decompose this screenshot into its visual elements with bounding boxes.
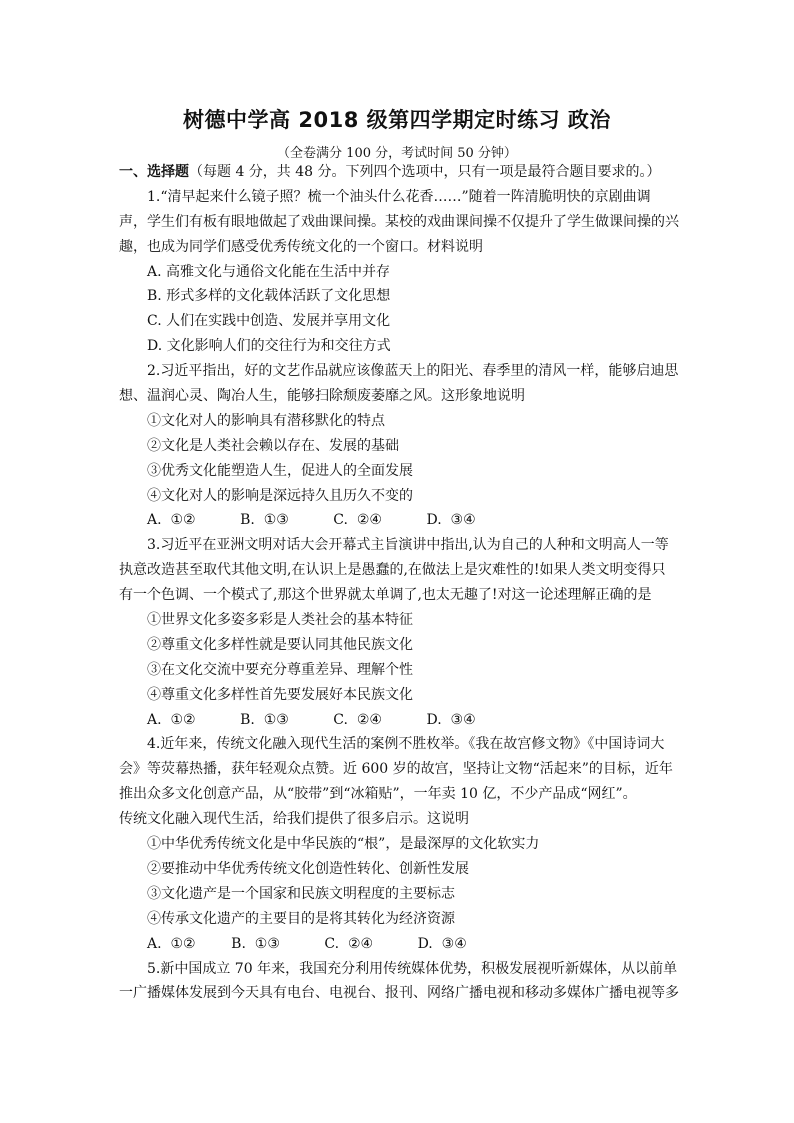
question-stem-line: 执意改造甚至取代其他文明,在认识上是愚蠢的,在做法上是灾难性的!如果人类文明变得只 (119, 562, 666, 579)
question-5 (119, 957, 683, 1007)
section-heading (119, 160, 683, 185)
question-stem-line: 声，学生们有板有眼地做起了戏曲课间操。某校的戏曲课间操不仅提升了学生做课间操的兴 (119, 213, 679, 230)
statement-1: ①文化对人的影响具有潜移默化的特点 (147, 412, 385, 429)
question-stem-line: 2.习近平指出，好的文艺作品就应该像蓝天上的阳光、春季里的清风一样，能够启迪思 (147, 363, 679, 380)
question-stem-line: 4.近年来，传统文化融入现代生活的案例不胜枚举。《我在故宫修文物》《中国诗词大 (147, 736, 665, 753)
statement-3: ③文化遗产是一个国家和民族文明程度的主要标志 (147, 885, 455, 902)
option-a: A. 高雅文化与通俗文化能在生活中并存 (147, 263, 391, 280)
answer-options: A. ①② B. ①③ C. ②④ D. ③④ (147, 711, 476, 728)
question-stem-line: 1.“清早起来什么镜子照？梳一个油头什么花香……”随着一阵清脆明快的京剧曲调 (147, 188, 651, 205)
question-4 (119, 732, 683, 956)
statement-3: ③优秀文化能塑造人生，促进人的全面发展 (147, 462, 413, 479)
question-2 (119, 359, 683, 533)
page-title: 树德中学高 2018 级第四学期定时练习 政治 (183, 108, 611, 132)
statement-2: ②文化是人类社会赖以存在、发展的基础 (147, 437, 399, 454)
statement-2: ②要推动中华优秀传统文化创造性转化、创新性发展 (147, 860, 469, 877)
statement-1: ①世界文化多姿多彩是人类社会的基本特征 (147, 612, 413, 629)
answer-options: A. ①② B. ①③ C. ②④ D. ③④ (147, 935, 467, 952)
option-c: C. 人们在实践中创造、发展并享用文化 (147, 313, 391, 330)
section-label: 一、选择题 (119, 164, 189, 180)
question-stem-line: 一广播媒体发展到今天具有电台、电视台、报刊、网络广播电视和移动多媒体广播电视等多 (119, 985, 679, 1002)
statement-4: ④传承文化遗产的主要目的是将其转化为经济资源 (147, 910, 455, 927)
statement-1: ①中华优秀传统文化是中华民族的“根”，是最深厚的文化软实力 (147, 836, 540, 853)
question-stem-line: 5.新中国成立 70 年来，我国充分利用传统媒体优势，积极发展视听新媒体，从以前单 (147, 960, 678, 977)
question-1 (119, 185, 683, 359)
statement-3: ③在文化交流中要充分尊重差异、理解个性 (147, 661, 413, 678)
statement-4: ④文化对人的影响是深远持久且历久不变的 (147, 487, 413, 504)
question-stem-line: 3.习近平在亚洲文明对话大会开幕式主旨演讲中指出,认为自己的人种和文明高人一等 (147, 537, 669, 554)
question-stem-line: 传统文化融入现代生活，给我们提供了很多启示。这说明 (119, 811, 469, 828)
question-stem-line: 趣，也成为同学们感受优秀传统文化的一个窗口。材料说明 (119, 238, 483, 255)
question-stem-line: 推出众多文化创意产品，从“胶带”到“冰箱贴”，一年卖 10 亿，不少产品成“网红”。 (119, 786, 637, 803)
option-b: B. 形式多样的文化载体活跃了文化思想 (147, 288, 391, 305)
exam-content (119, 160, 683, 1006)
statement-4: ④尊重文化多样性首先要发展好本民族文化 (147, 686, 413, 703)
question-stem-line: 会》等荧幕热播，获年轻观众点赞。近 600 岁的故宫，坚持让文物“活起来”的目标，近年 (119, 761, 673, 778)
statement-2: ②尊重文化多样性就是要认同其他民族文化 (147, 636, 413, 653)
question-stem-line: 有一个色调、一个模式了,那这个世界就太单调了,也太无趣了!对这一论述理解正确的是 (119, 587, 652, 604)
option-d: D. 文化影响人们的交往行为和交往方式 (147, 338, 391, 355)
answer-options: A. ①② B. ①③ C. ②④ D. ③④ (147, 512, 476, 529)
question-stem-line: 想、温润心灵、陶冶人生，能够扫除颓废萎靡之风。这形象地说明 (119, 388, 525, 405)
section-description: （每题 4 分，共 48 分。下列四个选项中，只有一项是最符合题目要求的。） (189, 164, 661, 180)
question-3 (119, 533, 683, 732)
page-subtitle: （全卷满分 100 分，考试时间 50 分钟） (277, 146, 517, 161)
